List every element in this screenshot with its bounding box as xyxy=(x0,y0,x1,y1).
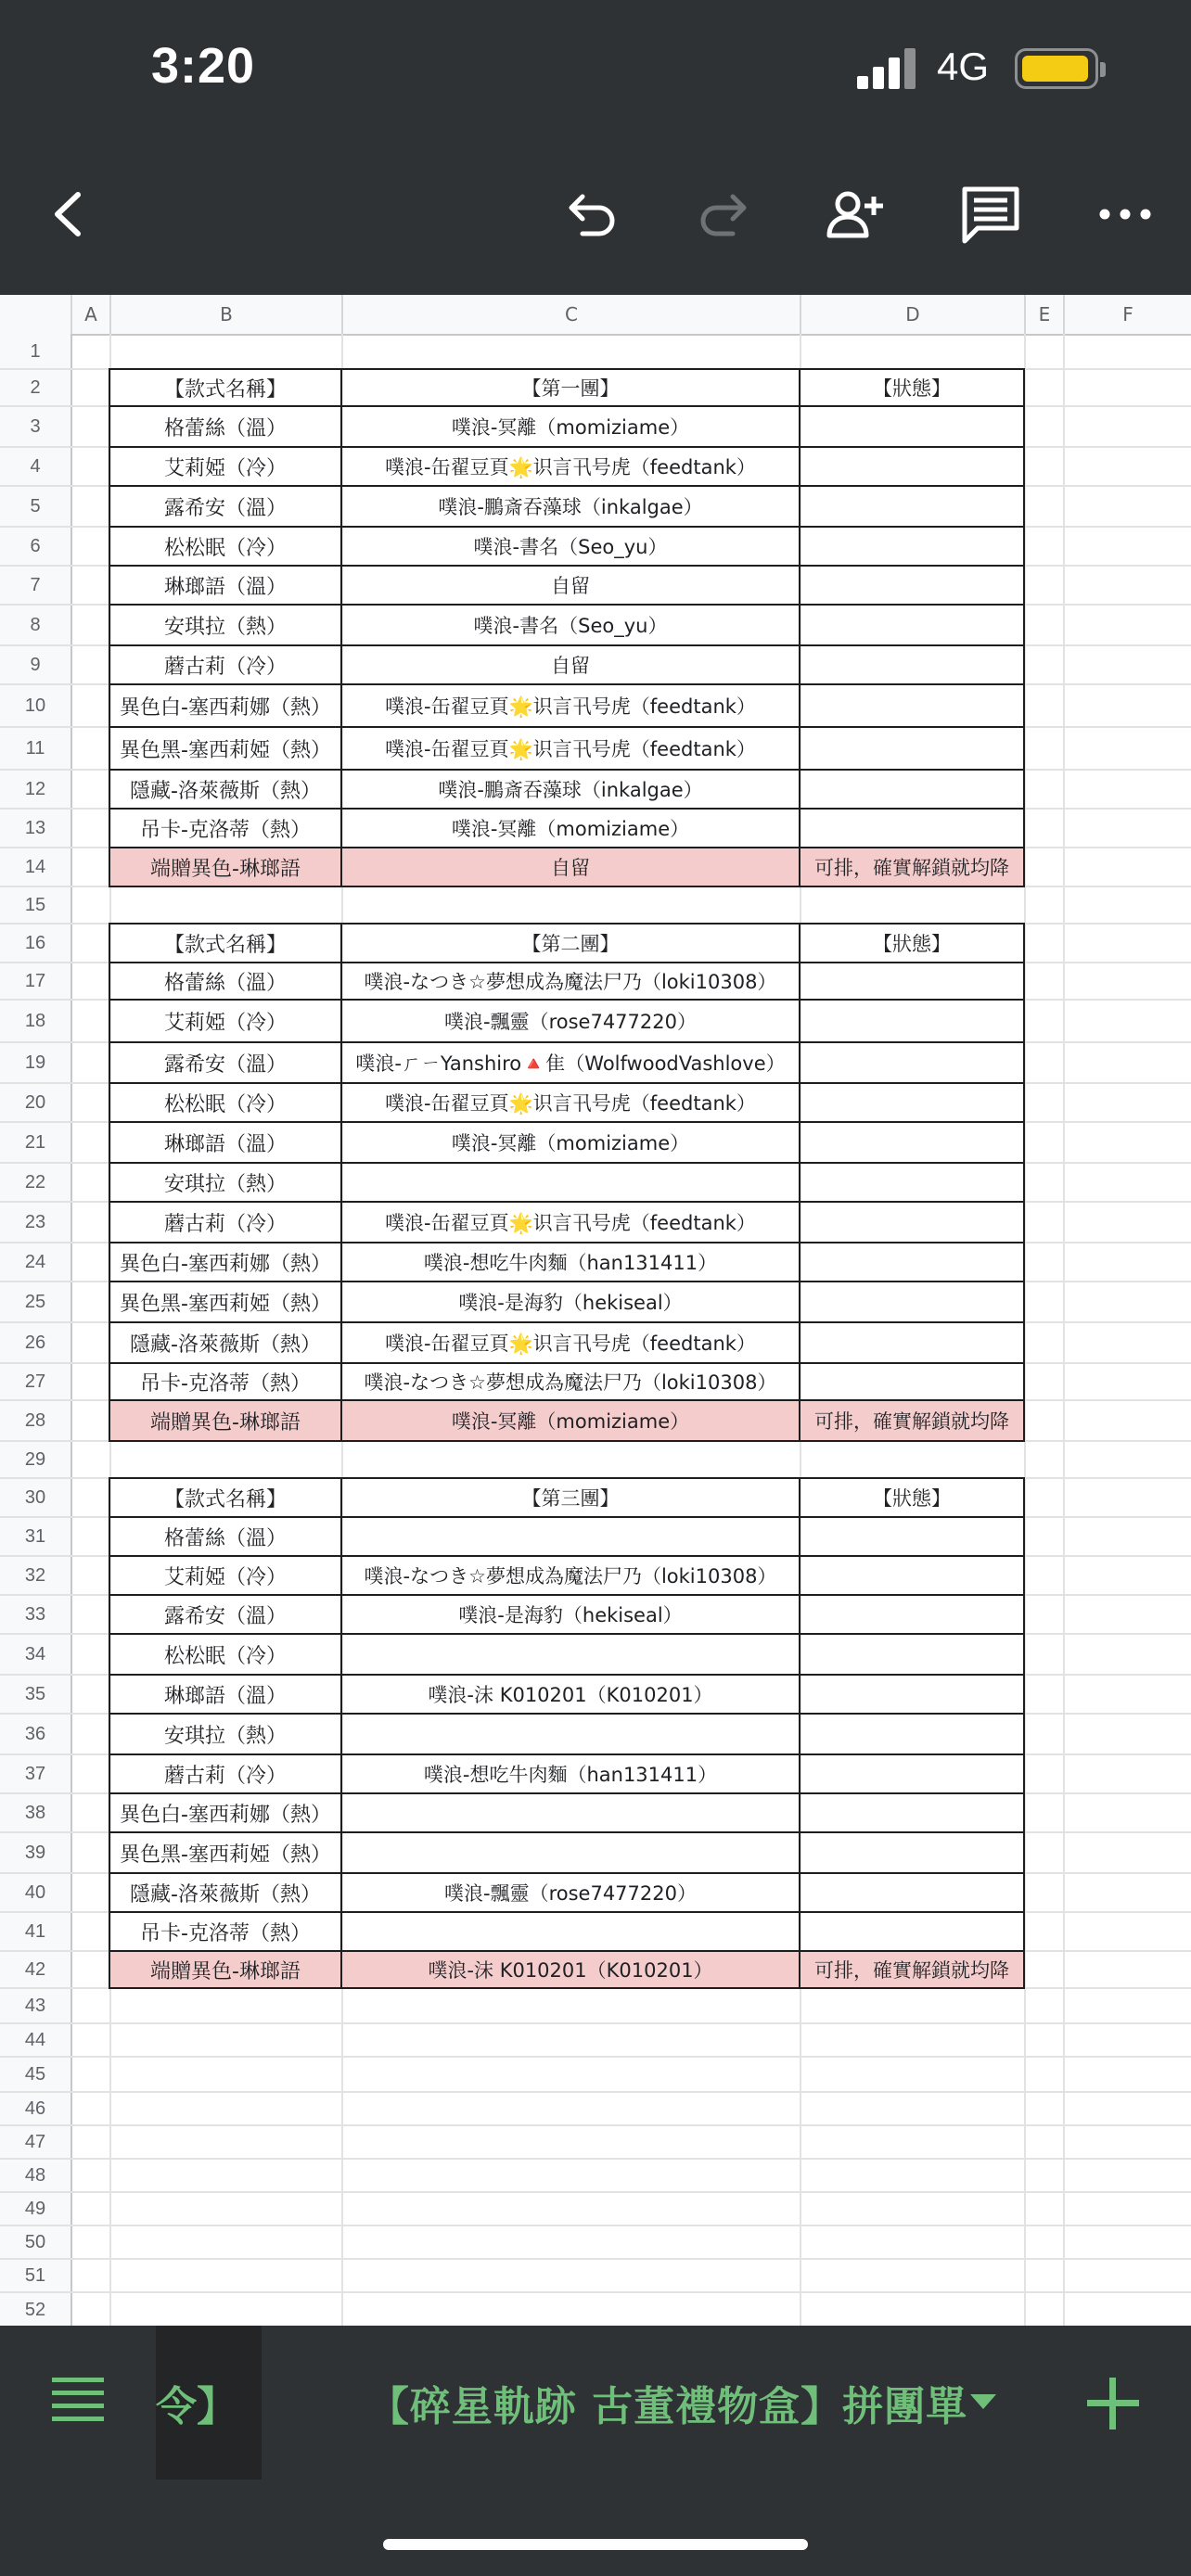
row-header[interactable]: 26 xyxy=(24,1333,46,1353)
gridline xyxy=(0,2291,1191,2293)
table-cell[interactable]: 【款式名稱】 xyxy=(109,368,342,407)
table-cell[interactable]: 吊卡-克洛蒂（熱） xyxy=(109,1911,342,1952)
table-cell[interactable]: 噗浪-缶翟豆頁🌟识言卂号虎（feedtank） xyxy=(340,726,800,771)
row-header[interactable]: 23 xyxy=(24,1212,46,1232)
gridline xyxy=(0,2158,1191,2160)
table-cell[interactable]: 格蕾絲（溫） xyxy=(109,405,342,448)
status-time: 3:20 xyxy=(151,38,256,94)
column-header-b[interactable]: B xyxy=(109,295,341,334)
table-cell[interactable] xyxy=(799,1121,1025,1164)
table-cell[interactable]: 【款式名稱】 xyxy=(109,1477,342,1518)
table-cell[interactable]: 端贈異色-琳瑯語 xyxy=(109,1399,342,1442)
table-cell[interactable] xyxy=(799,1555,1025,1596)
table-cell[interactable] xyxy=(340,1911,800,1952)
row-header[interactable]: 50 xyxy=(24,2232,46,2252)
table-cell[interactable] xyxy=(799,1831,1025,1874)
table-cell[interactable]: 噗浪-沫 K010201（K010201） xyxy=(340,1950,800,1989)
row-header[interactable]: 19 xyxy=(24,1052,46,1073)
row-header[interactable]: 25 xyxy=(24,1292,46,1312)
table-cell[interactable] xyxy=(799,1201,1025,1243)
column-header-c[interactable]: C xyxy=(341,295,800,334)
table-cell[interactable]: 【狀態】 xyxy=(799,923,1025,963)
row-header[interactable]: 1 xyxy=(30,341,41,362)
row-header[interactable]: 34 xyxy=(24,1644,46,1664)
row-header[interactable]: 39 xyxy=(24,1843,46,1863)
row-header[interactable]: 27 xyxy=(24,1371,46,1392)
table-cell[interactable]: 噗浪-沫 K010201（K010201） xyxy=(340,1674,800,1715)
row-header[interactable]: 9 xyxy=(30,655,41,675)
row-header[interactable]: 2 xyxy=(30,377,41,398)
row-header[interactable]: 47 xyxy=(24,2132,46,2152)
table-cell[interactable]: 噗浪-なつき☆夢想成為魔法尸乃（loki10308） xyxy=(340,1362,800,1401)
table-cell[interactable] xyxy=(799,1594,1025,1635)
table-cell[interactable]: 格蕾絲（溫） xyxy=(109,1516,342,1557)
table-cell[interactable]: 異色黑-塞西莉婭（熱） xyxy=(109,1831,342,1874)
row-header[interactable]: 30 xyxy=(24,1487,46,1508)
table-cell[interactable] xyxy=(799,1911,1025,1952)
table-cell[interactable]: 可排，確實解鎖就均降 xyxy=(799,1399,1025,1442)
row-header[interactable]: 48 xyxy=(24,2165,46,2186)
row-header[interactable]: 32 xyxy=(24,1565,46,1586)
table-cell[interactable]: 噗浪-缶翟豆頁🌟识言卂号虎（feedtank） xyxy=(340,683,800,728)
table-cell[interactable]: 異色白-塞西莉娜（熱） xyxy=(109,683,342,728)
gridline xyxy=(0,2191,1191,2193)
row-header[interactable]: 8 xyxy=(30,615,41,635)
row-header[interactable]: 29 xyxy=(24,1449,46,1470)
table-cell[interactable]: 艾莉婭（冷） xyxy=(109,446,342,487)
table-cell[interactable]: 蘑古莉（冷） xyxy=(109,1201,342,1243)
row-header[interactable]: 24 xyxy=(24,1252,46,1272)
column-header-e[interactable]: E xyxy=(1024,295,1063,334)
table-cell[interactable]: 端贈異色-琳瑯語 xyxy=(109,847,342,887)
table-cell[interactable]: 艾莉婭（冷） xyxy=(109,999,342,1043)
signal-icon xyxy=(857,46,916,89)
gridline xyxy=(1063,334,1065,2326)
table-cell[interactable]: 可排，確實解鎖就均降 xyxy=(799,1950,1025,1989)
row-header[interactable]: 15 xyxy=(24,895,46,915)
table-cell[interactable]: 異色黑-塞西莉婭（熱） xyxy=(109,726,342,771)
home-indicator xyxy=(383,2539,808,2550)
row-header[interactable]: 3 xyxy=(30,416,41,437)
add-person-icon[interactable] xyxy=(822,182,887,247)
table-cell[interactable]: 噗浪-ㄏㄧYanshiro🔺隹（WolfwoodVashlove） xyxy=(340,1041,800,1084)
gridline xyxy=(0,2225,1191,2226)
row-header[interactable]: 7 xyxy=(30,575,41,595)
table-cell[interactable]: 松松眠（冷） xyxy=(109,1082,342,1123)
table-cell[interactable]: 端贈異色-琳瑯語 xyxy=(109,1950,342,1989)
gridline xyxy=(0,2091,1191,2093)
table-cell[interactable] xyxy=(799,1674,1025,1715)
table-cell[interactable] xyxy=(799,565,1025,606)
table-cell[interactable]: 噗浪-鵬斎吞藻球（inkalgae） xyxy=(340,485,800,528)
table-cell[interactable]: 艾莉婭（冷） xyxy=(109,1555,342,1596)
table-cell[interactable]: 松松眠（冷） xyxy=(109,1633,342,1676)
row-header[interactable]: 12 xyxy=(24,779,46,799)
table-cell[interactable]: 琳瑯語（溫） xyxy=(109,1674,342,1715)
table-cell[interactable]: 噗浪-缶翟豆頁🌟识言卂号虎（feedtank） xyxy=(340,1201,800,1243)
gridline xyxy=(0,2258,1191,2260)
row-header[interactable]: 38 xyxy=(24,1803,46,1823)
table-cell[interactable] xyxy=(799,485,1025,528)
table-cell[interactable]: 吊卡-克洛蒂（熱） xyxy=(109,808,342,848)
back-icon[interactable] xyxy=(37,182,102,247)
sheet-list-icon[interactable] xyxy=(52,2378,104,2422)
row-header[interactable]: 44 xyxy=(24,2030,46,2050)
row-header[interactable]: 40 xyxy=(24,1882,46,1903)
row-header[interactable]: 46 xyxy=(24,2098,46,2119)
table-cell[interactable]: 自留 xyxy=(340,565,800,606)
table-cell[interactable]: 異色白-塞西莉娜（熱） xyxy=(109,1792,342,1833)
row-header[interactable]: 45 xyxy=(24,2064,46,2085)
table-cell[interactable] xyxy=(799,1321,1025,1364)
table-cell[interactable]: 格蕾絲（溫） xyxy=(109,962,342,1001)
row-header[interactable]: 18 xyxy=(24,1011,46,1031)
table-cell[interactable]: 露希安（溫） xyxy=(109,1041,342,1084)
table-cell[interactable]: 蘑古莉（冷） xyxy=(109,644,342,685)
table-cell[interactable]: 【第三團】 xyxy=(340,1477,800,1518)
row-header[interactable]: 16 xyxy=(24,933,46,953)
table-cell[interactable]: 噗浪-冥離（momiziame） xyxy=(340,405,800,448)
row-header[interactable]: 41 xyxy=(24,1921,46,1942)
gridline xyxy=(0,2056,1191,2058)
row-header[interactable]: 4 xyxy=(30,456,41,477)
table-cell[interactable]: 琳瑯語（溫） xyxy=(109,565,342,606)
table-cell[interactable]: 琳瑯語（溫） xyxy=(109,1121,342,1164)
row-header[interactable]: 5 xyxy=(30,496,41,516)
row-header[interactable]: 21 xyxy=(24,1132,46,1153)
gridline xyxy=(0,2022,1191,2024)
table-cell[interactable] xyxy=(340,1162,800,1203)
table-cell[interactable]: 隱藏-洛萊薇斯（熱） xyxy=(109,769,342,810)
table-cell[interactable] xyxy=(799,999,1025,1043)
row-header[interactable]: 28 xyxy=(24,1410,46,1431)
row-header[interactable]: 31 xyxy=(24,1526,46,1547)
row-header[interactable]: 42 xyxy=(24,1959,46,1980)
row-header[interactable]: 6 xyxy=(30,536,41,556)
table-cell[interactable] xyxy=(799,683,1025,728)
comment-icon[interactable] xyxy=(959,182,1024,247)
row-header[interactable]: 17 xyxy=(24,971,46,991)
row-header[interactable]: 33 xyxy=(24,1604,46,1625)
table-cell[interactable]: 【款式名稱】 xyxy=(109,923,342,963)
table-cell[interactable]: 蘑古莉（冷） xyxy=(109,1753,342,1794)
table-cell[interactable] xyxy=(799,1633,1025,1676)
table-cell[interactable]: 隱藏-洛萊薇斯（熱） xyxy=(109,1872,342,1913)
table-cell[interactable]: 噗浪-冥離（momiziame） xyxy=(340,808,800,848)
table-cell[interactable] xyxy=(799,405,1025,448)
table-cell[interactable]: 噗浪-缶翟豆頁🌟识言卂号虎（feedtank） xyxy=(340,1321,800,1364)
table-cell[interactable]: 安琪拉（熱） xyxy=(109,604,342,646)
table-cell[interactable] xyxy=(799,526,1025,567)
table-cell[interactable]: 露希安（溫） xyxy=(109,1594,342,1635)
spreadsheet-grid[interactable] xyxy=(0,295,1191,2326)
table-cell[interactable] xyxy=(799,962,1025,1001)
table-cell[interactable]: 露希安（溫） xyxy=(109,485,342,528)
table-cell[interactable] xyxy=(340,1516,800,1557)
table-cell[interactable] xyxy=(799,1872,1025,1913)
table-cell[interactable] xyxy=(799,808,1025,848)
table-cell[interactable]: 自留 xyxy=(340,847,800,887)
battery-icon xyxy=(1015,48,1098,89)
table-cell[interactable] xyxy=(799,644,1025,685)
column-header-f[interactable]: F xyxy=(1063,295,1191,334)
table-cell[interactable] xyxy=(799,604,1025,646)
table-cell[interactable]: 噗浪-書名（Seo_yu） xyxy=(340,604,800,646)
row-header[interactable]: 37 xyxy=(24,1764,46,1784)
table-cell[interactable]: 【第一團】 xyxy=(340,368,800,407)
row-header[interactable]: 36 xyxy=(24,1724,46,1744)
table-cell[interactable] xyxy=(799,1753,1025,1794)
table-cell[interactable]: 噗浪-冥離（momiziame） xyxy=(340,1121,800,1164)
table-cell[interactable] xyxy=(340,1633,800,1676)
table-cell[interactable]: 【狀態】 xyxy=(799,368,1025,407)
row-header[interactable]: 43 xyxy=(24,1996,46,2016)
sheet-tab-bar xyxy=(0,2326,1191,2480)
sheet-tab-previous[interactable]: 令】 xyxy=(156,2326,262,2480)
table-cell[interactable]: 噗浪-なつき☆夢想成為魔法尸乃（loki10308） xyxy=(340,962,800,1001)
table-cell[interactable]: 異色白-塞西莉娜（熱） xyxy=(109,1242,342,1282)
table-cell[interactable] xyxy=(799,1242,1025,1282)
row-header[interactable]: 52 xyxy=(24,2300,46,2320)
row-header[interactable]: 49 xyxy=(24,2199,46,2219)
table-cell[interactable]: 噗浪-飄靈（rose7477220） xyxy=(340,999,800,1043)
table-cell[interactable]: 噗浪-なつき☆夢想成為魔法尸乃（loki10308） xyxy=(340,1555,800,1596)
table-cell[interactable] xyxy=(799,726,1025,771)
table-cell[interactable]: 噗浪-書名（Seo_yu） xyxy=(340,526,800,567)
table-cell[interactable]: 自留 xyxy=(340,644,800,685)
row-header[interactable]: 51 xyxy=(24,2265,46,2286)
table-cell[interactable]: 吊卡-克洛蒂（熱） xyxy=(109,1362,342,1401)
table-cell[interactable] xyxy=(799,1281,1025,1323)
table-cell[interactable]: 異色黑-塞西莉婭（熱） xyxy=(109,1281,342,1323)
table-cell[interactable]: 【狀態】 xyxy=(799,1477,1025,1518)
column-header-d[interactable]: D xyxy=(800,295,1024,334)
table-cell[interactable] xyxy=(799,1792,1025,1833)
gridline xyxy=(0,2124,1191,2126)
table-cell[interactable] xyxy=(340,1792,800,1833)
table-cell[interactable] xyxy=(799,1162,1025,1203)
redo-icon[interactable] xyxy=(692,182,757,247)
undo-icon[interactable] xyxy=(558,182,623,247)
row-header[interactable]: 22 xyxy=(24,1172,46,1192)
table-cell[interactable]: 噗浪-想吃牛肉麵（han131411） xyxy=(340,1242,800,1282)
more-icon[interactable] xyxy=(1093,182,1158,247)
table-cell[interactable]: 【第二團】 xyxy=(340,923,800,963)
table-cell[interactable]: 可排，確實解鎖就均降 xyxy=(799,847,1025,887)
app-top-bar xyxy=(0,0,1191,295)
table-cell[interactable]: 噗浪-鵬斎吞藻球（inkalgae） xyxy=(340,769,800,810)
table-cell[interactable]: 噗浪-冥離（momiziame） xyxy=(340,1399,800,1442)
table-cell[interactable]: 松松眠（冷） xyxy=(109,526,342,567)
home-area xyxy=(0,2480,1191,2576)
sheet-tab-active[interactable]: 【碎星軌跡 古董禮物盒】拼團單 xyxy=(367,2383,968,2430)
column-header-a[interactable]: A xyxy=(70,295,109,334)
table-cell[interactable]: 安琪拉（熱） xyxy=(109,1713,342,1755)
table-cell[interactable] xyxy=(799,769,1025,810)
table-cell[interactable]: 噗浪-想吃牛肉麵（han131411） xyxy=(340,1753,800,1794)
add-sheet-icon[interactable] xyxy=(1087,2378,1139,2429)
chevron-down-icon[interactable] xyxy=(970,2394,996,2409)
table-cell[interactable] xyxy=(799,1041,1025,1084)
row-header[interactable]: 11 xyxy=(25,738,45,759)
table-cell[interactable]: 安琪拉（熱） xyxy=(109,1162,342,1203)
row-header[interactable]: 35 xyxy=(24,1684,46,1704)
row-header[interactable]: 14 xyxy=(24,857,46,877)
table-cell[interactable]: 噗浪-是海豹（hekiseal） xyxy=(340,1281,800,1323)
network-label: 4G xyxy=(937,45,990,88)
row-header[interactable]: 10 xyxy=(24,695,46,716)
table-cell[interactable]: 隱藏-洛萊薇斯（熱） xyxy=(109,1321,342,1364)
table-cell[interactable] xyxy=(799,1713,1025,1755)
table-cell[interactable] xyxy=(799,1362,1025,1401)
table-cell[interactable] xyxy=(340,1831,800,1874)
table-cell[interactable]: 噗浪-缶翟豆頁🌟识言卂号虎（feedtank） xyxy=(340,446,800,487)
table-cell[interactable]: 噗浪-缶翟豆頁🌟识言卂号虎（feedtank） xyxy=(340,1082,800,1123)
table-cell[interactable] xyxy=(340,1713,800,1755)
row-header[interactable]: 20 xyxy=(24,1092,46,1113)
table-cell[interactable]: 噗浪-是海豹（hekiseal） xyxy=(340,1594,800,1635)
table-cell[interactable] xyxy=(799,446,1025,487)
table-cell[interactable]: 噗浪-飄靈（rose7477220） xyxy=(340,1872,800,1913)
row-header[interactable]: 13 xyxy=(24,818,46,838)
table-cell[interactable] xyxy=(799,1082,1025,1123)
table-cell[interactable] xyxy=(799,1516,1025,1557)
